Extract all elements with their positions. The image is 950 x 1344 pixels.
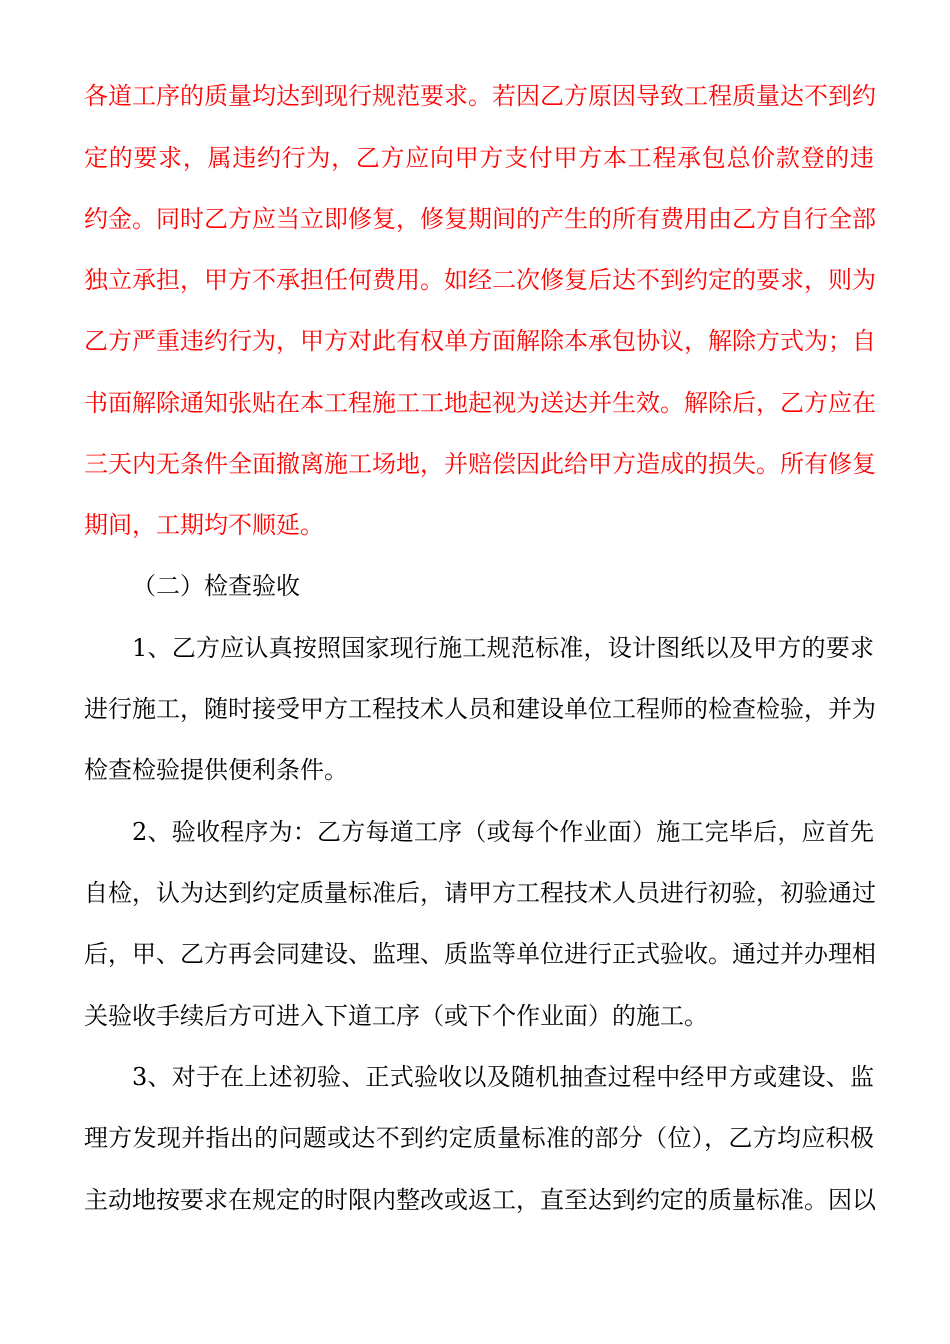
red-paragraph-line: 独立承担，甲方不承担任何费用。如经二次修复后达不到约定的要求，则为 — [84, 266, 876, 294]
red-paragraph-line: 书面解除通知张贴在本工程施工工地起视为送达并生效。解除后，乙方应在 — [84, 389, 876, 417]
red-paragraph-line: 三天内无条件全面撤离施工场地，并赔偿因此给甲方造成的损失。所有修复 — [84, 450, 876, 478]
clause-line: 2、验收程序为：乙方每道工序（或每个作业面）施工完毕后，应首先 — [132, 818, 874, 846]
red-paragraph-line: 各道工序的质量均达到现行规范要求。若因乙方原因导致工程质量达不到约 — [84, 82, 876, 110]
red-paragraph-line: 期间，工期均不顺延。 — [84, 511, 324, 539]
red-paragraph-line: 定的要求，属违约行为，乙方应向甲方支付甲方本工程承包总价款登的违 — [84, 144, 874, 172]
section-heading: （二）检查验收 — [132, 572, 300, 600]
red-paragraph-line: 乙方严重违约行为，甲方对此有权单方面解除本承包协议，解除方式为；自 — [84, 327, 876, 355]
clause-line: 3、对于在上述初验、正式验收以及随机抽查过程中经甲方或建设、监 — [132, 1063, 874, 1091]
clause-line: 关验收手续后方可进入下道工序（或下个作业面）的施工。 — [84, 1002, 708, 1030]
clause-line: 1、乙方应认真按照国家现行施工规范标准，设计图纸以及甲方的要求 — [132, 634, 874, 662]
clause-line: 理方发现并指出的问题或达不到约定质量标准的部分（位），乙方均应积极 — [84, 1124, 874, 1152]
red-paragraph-line: 约金。同时乙方应当立即修复，修复期间的产生的所有费用由乙方自行全部 — [84, 205, 876, 233]
clause-line: 自检，认为达到约定质量标准后，请甲方工程技术人员进行初验，初验通过 — [84, 879, 876, 907]
clause-line: 主动地按要求在规定的时限内整改或返工，直至达到约定的质量标准。因以 — [84, 1186, 876, 1214]
clause-line: 后，甲、乙方再会同建设、监理、质监等单位进行正式验收。通过并办理相 — [84, 940, 876, 968]
clause-line: 检查检验提供便利条件。 — [84, 756, 348, 784]
clause-line: 进行施工，随时接受甲方工程技术人员和建设单位工程师的检查检验，并为 — [84, 695, 876, 723]
